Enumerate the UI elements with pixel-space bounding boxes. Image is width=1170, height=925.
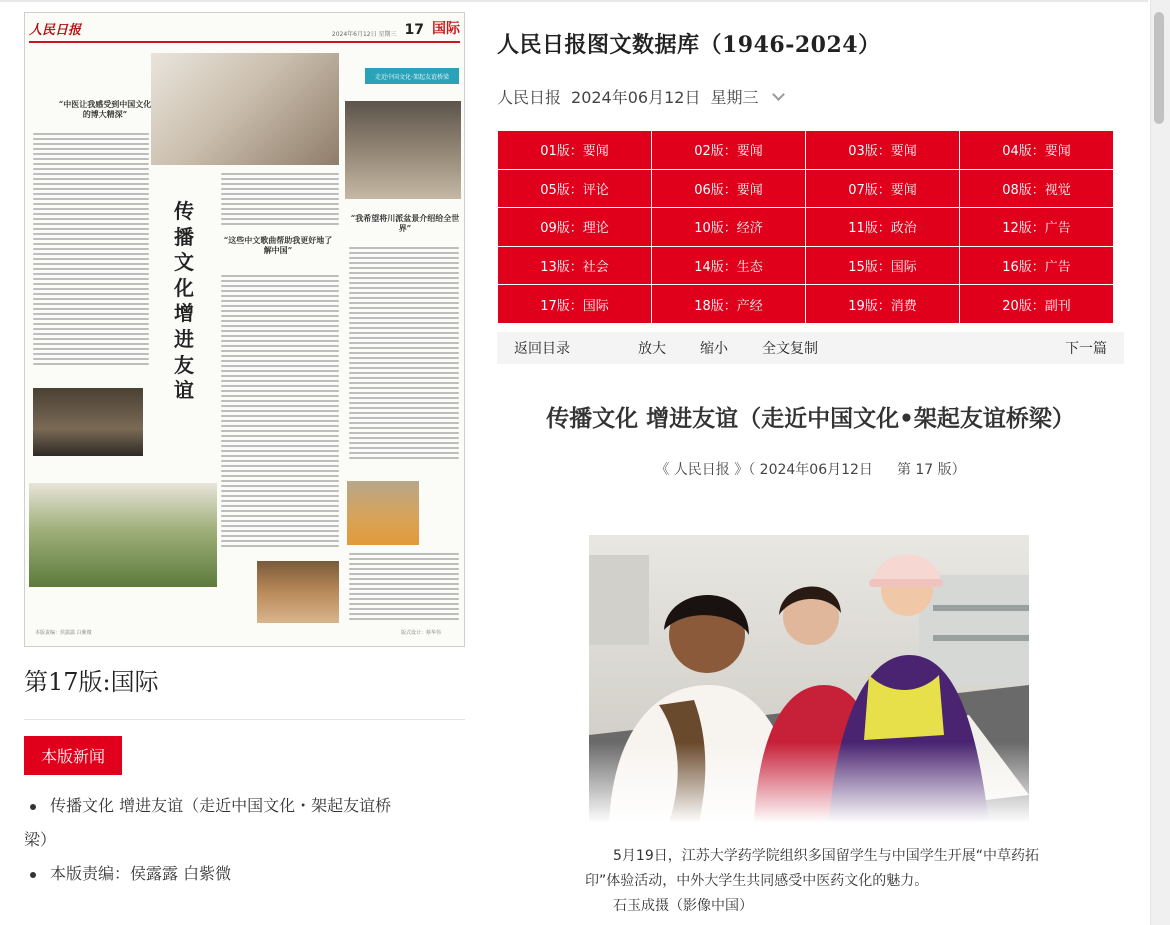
thumbnail-headline-1: “中医让我感受到中国文化的博大精深” [58,99,152,120]
page-link-07[interactable]: 07版：要闻 [806,170,960,209]
thumbnail-photo-portrait-bald [347,481,419,545]
article-toolbar [497,332,1124,364]
page-link-12[interactable]: 12版：广告 [960,208,1114,247]
page-link-11[interactable]: 11版：政治 [806,208,960,247]
news-link-continued[interactable]: 梁） [24,830,57,849]
thumbnail-logo: 人民日报 [29,23,82,38]
page-link-16[interactable]: 16版：广告 [960,247,1114,286]
database-title: 人民日报图文数据库（1946-2024） [497,32,881,58]
page-link-15[interactable]: 15版：国际 [806,247,960,286]
thumbnail-headline-2: “这些中文歌曲帮助我更好地了解中国” [223,235,333,256]
photo-credit: 石玉成摄（影像中国） [613,898,753,914]
page-link-03[interactable]: 03版：要闻 [806,131,960,170]
page-link-01[interactable]: 01版：要闻 [498,131,652,170]
thumbnail-text-block [349,247,459,462]
news-link[interactable]: 传播文化 增进友谊（走近中国文化・架起友谊桥 [50,796,392,815]
scrollbar-track[interactable] [1150,0,1170,925]
news-list-item[interactable] [24,857,465,891]
page-link-08[interactable]: 08版：视觉 [960,170,1114,209]
zoom-in-button[interactable]: 放大 [638,340,666,357]
right-panel [497,28,1124,479]
next-article-button[interactable]: 下一篇 [1065,340,1107,357]
page-link-19[interactable]: 19版：消费 [806,285,960,324]
thumbnail-date: 2024年6月12日 星期三 [331,31,397,38]
thumbnail-photo-lab [151,53,339,165]
thumbnail-column-band: 走近中国文化·架起友谊桥梁 [365,68,459,84]
article-meta [497,459,1124,479]
article-title: 传播文化 增进友谊（走近中国文化•架起友谊桥梁） [546,405,1075,432]
news-list-item-continued[interactable] [24,823,465,857]
thumbnail-photo-tea [29,483,217,587]
article-page: 第 17 版） [896,461,966,478]
news-list [24,789,465,891]
thumbnail-footer-right: 版式设计：蔡华伟 [401,630,442,636]
page-link-20[interactable]: 20版：副刊 [960,285,1114,324]
thumbnail-page-number: 17 [404,22,424,38]
thumbnail-photo-portrait-girl [257,561,339,623]
copy-full-text-button[interactable]: 全文复制 [762,340,818,357]
thumbnail-text-block [33,133,149,368]
page-link-09[interactable]: 09版：理论 [498,208,652,247]
page-grid [497,130,1114,324]
zoom-out-button[interactable]: 缩小 [700,340,728,357]
news-link[interactable]: 本版责编：侯露露 白紫微 [50,864,232,883]
page-link-18[interactable]: 18版：产经 [652,285,806,324]
page-link-10[interactable]: 10版：经济 [652,208,806,247]
thumbnail-masthead [29,17,460,43]
bullet-icon [30,872,36,878]
page-link-13[interactable]: 13版：社会 [498,247,652,286]
thumbnail-text-block [221,275,339,550]
thumbnail-section: 国际 [432,21,460,37]
thumbnail-text-block [221,173,339,228]
thumbnail-footer-left: 本版责编：侯露露 白紫微 [35,630,92,636]
page-link-06[interactable]: 06版：要闻 [652,170,806,209]
page-link-05[interactable]: 05版：评论 [498,170,652,209]
issue-date-selector[interactable] [497,85,1124,108]
thumbnail-text-block [349,553,459,623]
left-panel [24,12,465,891]
thumbnail-meta [332,18,460,38]
back-to-index-button[interactable]: 返回目录 [514,340,570,357]
thumbnail-photo-dance [345,101,461,199]
photo-caption-text: 5月19日，江苏大学药学院组织多国留学生与中国学生开展“中草药拓印”体验活动，中外大学生共同感受中医药文化的魅力。 [585,848,1039,889]
thumbnail-vertical-title: 传播文化 增进友谊 [174,199,194,403]
page-link-02[interactable]: 02版：要闻 [652,131,806,170]
thumbnail-photo-portrait-man [33,388,143,456]
page-link-14[interactable]: 14版：生态 [652,247,806,286]
photo-caption [585,844,1041,919]
paper-name: 人民日报 [497,88,562,107]
page-label: 第17版:国际 [24,662,465,720]
scrollbar-thumb[interactable] [1154,12,1164,124]
issue-date: 2024年06月12日 [571,88,701,107]
thumbnail-headline-3: “我希望将川派盆景介绍给全世界” [350,213,460,234]
page-thumbnail[interactable] [24,12,465,647]
section-badge: 本版新闻 [24,736,122,775]
chevron-down-icon[interactable] [773,88,786,101]
top-divider [0,0,1148,2]
page-link-04[interactable]: 04版：要闻 [960,131,1114,170]
article-photo [589,535,1029,823]
news-list-item[interactable] [24,789,465,823]
page-link-17[interactable]: 17版：国际 [498,285,652,324]
article-source: 《 人民日报 》（ 2024年06月12日 [655,461,873,478]
article-photo-illustration [589,535,1029,823]
bullet-icon [30,804,36,810]
issue-weekday: 星期三 [710,88,759,107]
